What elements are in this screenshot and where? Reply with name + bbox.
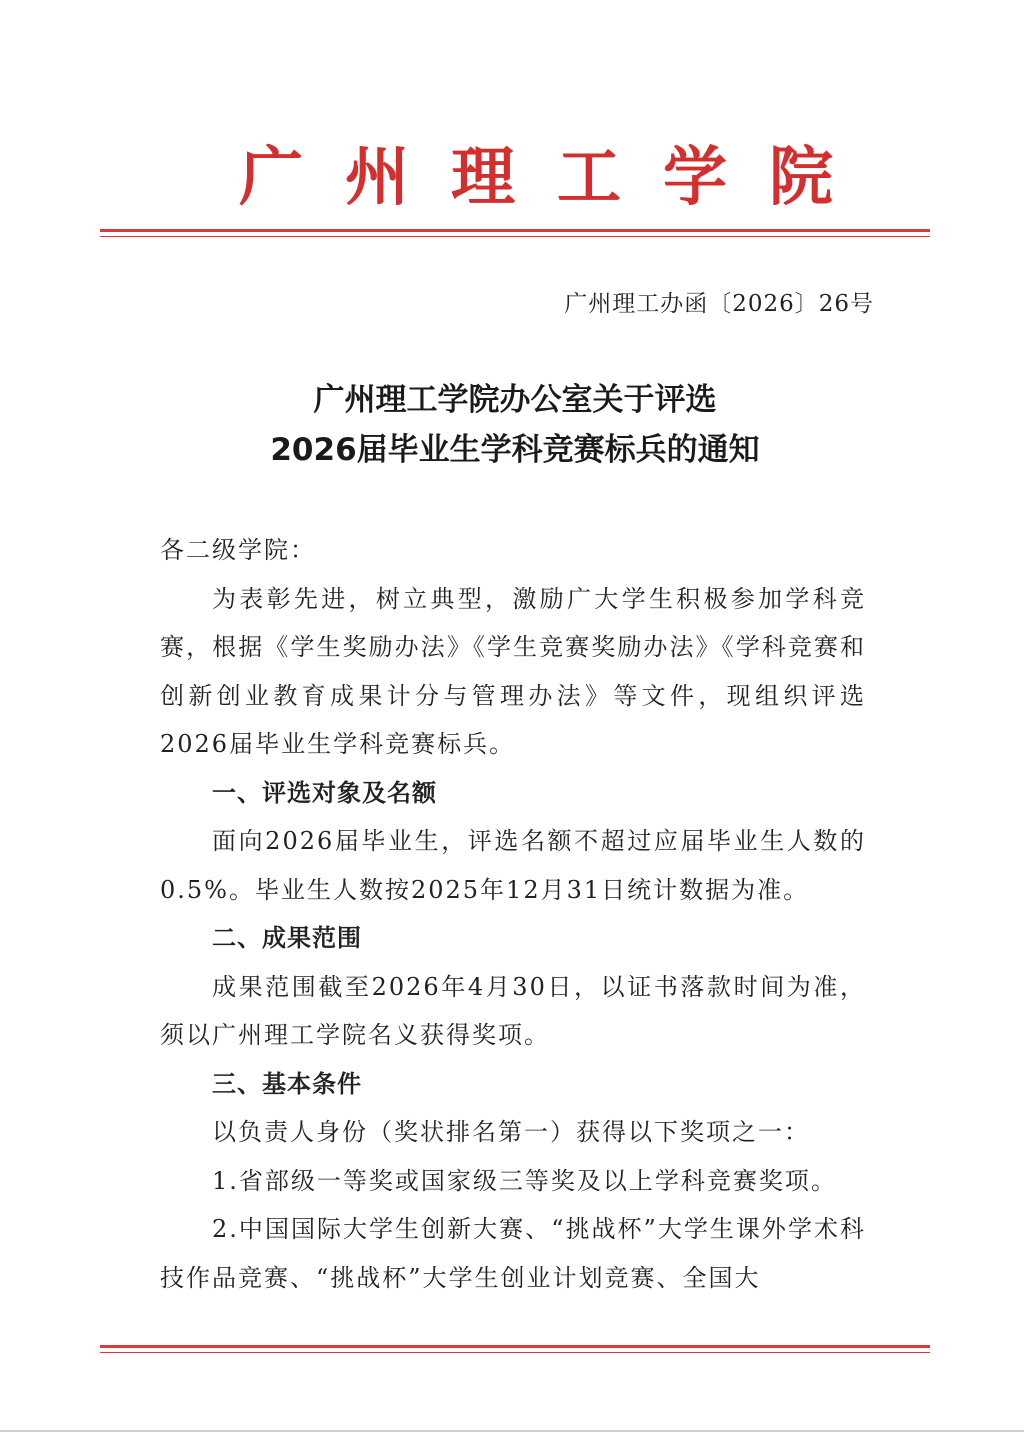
- section-3-item-1: 1.省部级一等奖或国家级三等奖及以上学科竞赛奖项。: [212, 1166, 837, 1195]
- masthead-rule-thick: [100, 229, 930, 232]
- masthead: 广州理工学院: [239, 140, 875, 215]
- document-title: [100, 375, 930, 475]
- document-number: 广州理工办函〔2026〕26号: [564, 291, 874, 317]
- footer-rule-thin: [100, 1352, 930, 1353]
- section-3-item-2: 2.中国国际大学生创新大赛、“挑战杯”大学生课外学术科技作品竞赛、“挑战杯”大学生创业计划竞赛、全国大: [160, 1215, 866, 1292]
- title-line-1: 广州理工学院办公室关于评选: [313, 382, 717, 418]
- intro-paragraph: 为表彰先进，树立典型，激励广大学生积极参加学科竞赛，根据《学生奖励办法》《学生竞赛奖励办法》《学科竞赛和创新创业教育成果计分与管理办法》等文件，现组织评选2026届毕业生学科竞赛标兵。: [160, 584, 866, 758]
- footer-rule-thick: [100, 1345, 930, 1348]
- section-heading-3: 三、基本条件: [212, 1069, 362, 1098]
- title-line-2: 2026届毕业生学科竞赛标兵的通知: [270, 432, 760, 468]
- section-3-paragraph-intro: 以负责人身份（奖状排名第一）获得以下奖项之一：: [212, 1118, 810, 1146]
- section-heading-1: 一、评选对象及名额: [212, 778, 437, 807]
- section-heading-2: 二、成果范围: [212, 924, 362, 952]
- section-1-paragraph: 面向2026届毕业生，评选名额不超过应届毕业生人数的0.5%。毕业生人数按2025年12月31日统计数据为准。: [160, 827, 866, 904]
- section-2-paragraph: 成果范围截至2026年4月30日，以证书落款时间为准，须以广州理工学院名义获得奖项。: [160, 972, 866, 1049]
- salutation: 各二级学院：: [160, 536, 316, 564]
- document-body: [160, 526, 866, 1302]
- scan-edge: [0, 1430, 1024, 1432]
- masthead-rule-thin: [100, 236, 930, 237]
